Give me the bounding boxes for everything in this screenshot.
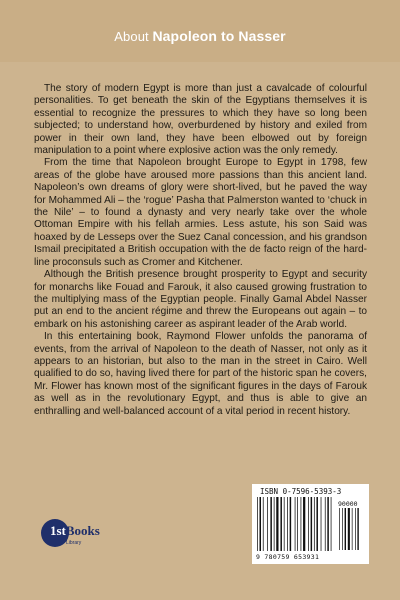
book-title: Napoleon to Nasser xyxy=(152,28,286,44)
logo-wordmark xyxy=(50,523,100,539)
header-prefix: About xyxy=(114,29,153,44)
paragraph-1: The story of modern Egypt is more than just a cavalcade of colourful personalities. To get beneath the skin of the Egyptians themselves it is essential to recognize the pressures to which they have so long been subjected; to understand how, overburdened by history and exiled from power in their own land, they have been elbowed out by foreign manipulation to a point where explosive action was the only remedy. xyxy=(34,83,367,157)
paragraph-4: In this entertaining book, Raymond Flower unfolds the panorama of events, from the arrival of Napoleon to the death of Nasser, not only as it appears to an historian, but also to the man in the street in Cairo. Well qualified to do so, having lived there for part of the historic span he covers, Mr. Flower has known most of the significant figures in the days of Farouk as well as in the revolutionary Egypt, and thus is able to give an enthralling and well-balanced account of a vital period in recent history. xyxy=(34,331,367,417)
barcode-label xyxy=(252,484,369,564)
publisher-logo xyxy=(40,518,100,550)
blurb-text xyxy=(34,83,367,418)
barcode-number: 9 780759 653931 xyxy=(256,553,320,561)
logo-word: Books xyxy=(65,523,100,538)
paragraph-2: From the time that Napoleon brought Europe to Egypt in 1798, few areas of the globe have aroused more passions than this ancient land. Napoleon’s own dreams of glory were short-lived, but he paved the way for Mohammed Ali – the ‘rogue’ Pasha that Palmerston wanted to ‘chuck in the Nile’ – to found a dynasty and very nearly take over the whole Ottoman Empire with his fellah armies. Less astute, his son Said was hoaxed by de Lesseps over the Suez Canal concession, and his grandson Ismail precipitated a British occupation with the de facto reign of the hard-line proconsuls such as Cromer and Kitchener. xyxy=(34,157,367,268)
logo-number: 1st xyxy=(50,523,66,538)
page-header xyxy=(0,28,400,44)
price-barcode-bars xyxy=(338,508,364,552)
price-code: 90000 xyxy=(338,500,358,508)
isbn-text: ISBN 0-7596-5393-3 xyxy=(260,487,342,496)
logo-subtitle: Library xyxy=(66,540,82,546)
barcode-bars xyxy=(256,497,336,553)
paragraph-3: Although the British presence brought prosperity to Egypt and security for monarchs like Fouad and Farouk, it also caused growing frustration to the multiplying mass of the Egyptian people. Finally Gamal Abdel Nasser put an end to the ancient régime and threw the Europeans out again – to embark on his astonishing career as aspirant leader of the Arab world. xyxy=(34,269,367,330)
